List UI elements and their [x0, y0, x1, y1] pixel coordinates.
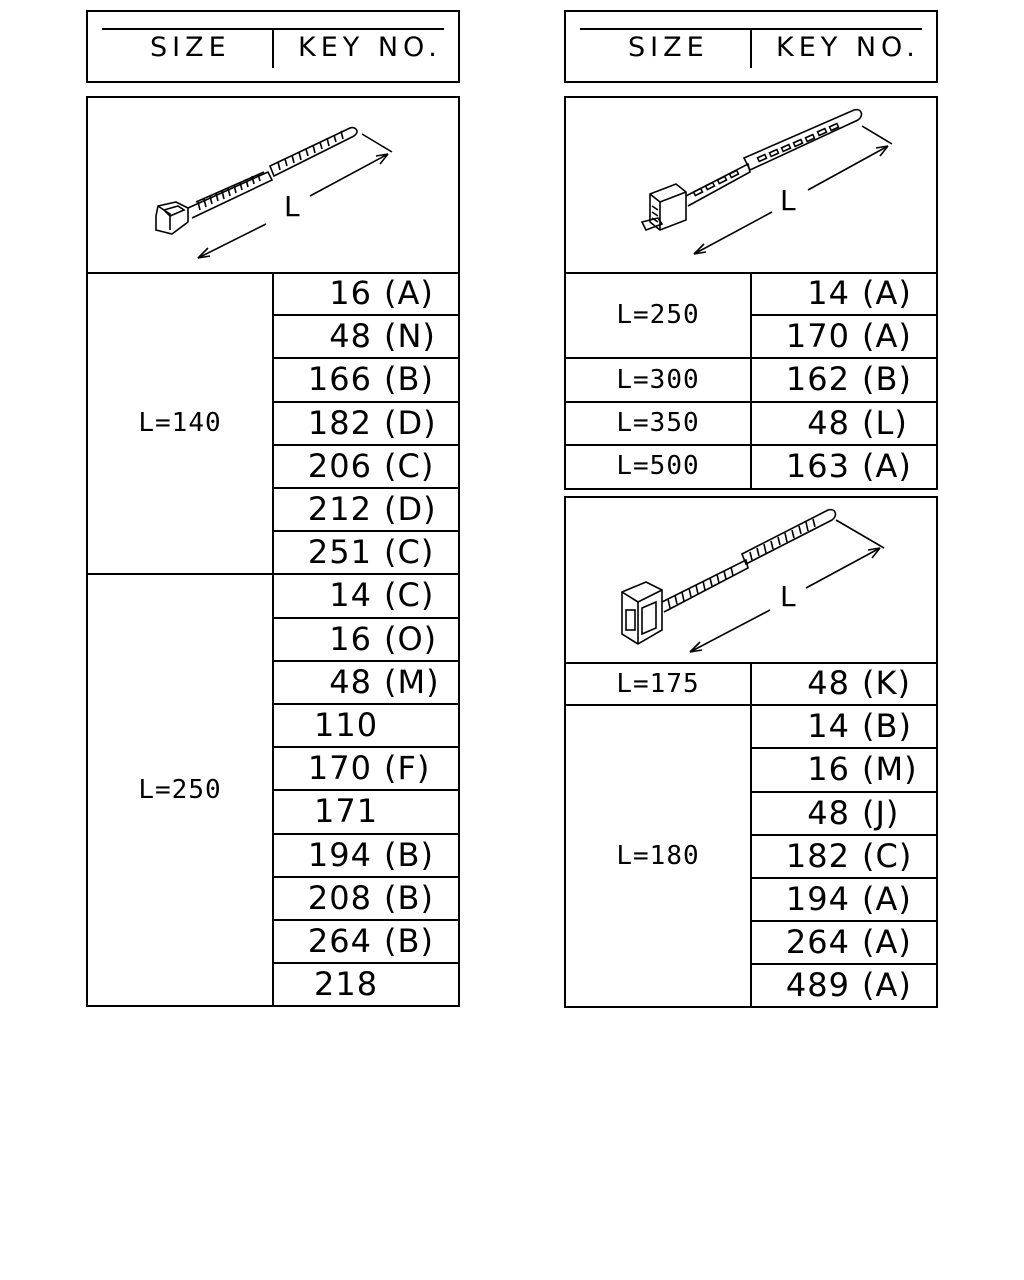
key-no-cell: [274, 445, 458, 488]
key-number: 194: [785, 880, 850, 918]
header-divider: [750, 30, 752, 68]
key-number: 110: [314, 706, 379, 744]
key-no-cell: [274, 747, 458, 790]
key-suffix: (M): [862, 750, 918, 789]
right-cable-tie-illustration-1: [564, 96, 938, 274]
key-no-cell: [274, 618, 458, 661]
key-suffix: (J): [862, 793, 900, 832]
key-suffix: (L): [862, 403, 908, 442]
key-number: 16: [807, 750, 850, 789]
key-number: 14: [807, 707, 850, 746]
key-suffix: (B): [862, 360, 912, 399]
key-suffix: (D): [384, 490, 437, 528]
key-no-cell: [274, 315, 458, 358]
key-suffix: (A): [862, 317, 912, 356]
key-no-cell: [752, 792, 936, 835]
cable-tie-drawing: [566, 498, 936, 662]
key-number: 166: [307, 360, 372, 399]
key-number: 264: [785, 923, 850, 962]
key-no-cell: [274, 877, 458, 920]
left-cable-tie-illustration: [86, 96, 460, 274]
key-number: 251: [307, 533, 372, 572]
key-number: 48: [329, 317, 372, 356]
key-suffix: (A): [862, 446, 912, 485]
key-suffix: (A): [862, 274, 912, 312]
key-number: 14: [329, 576, 372, 615]
key-no-cell: [752, 402, 936, 445]
key-suffix: (A): [384, 274, 434, 312]
key-number: 14: [807, 274, 850, 312]
key-no-cell: [752, 705, 936, 748]
key-suffix: (A): [862, 880, 912, 918]
key-no-cell: [274, 531, 458, 574]
right-header: [564, 10, 938, 83]
key-number: 182: [785, 836, 850, 875]
key-suffix: (K): [862, 664, 911, 702]
key-no-cell: [752, 835, 936, 878]
left-size-key-table: [86, 272, 460, 1007]
right-cable-tie-illustration-2: [564, 496, 938, 664]
size-cell: L=250: [566, 272, 752, 358]
key-no-cell: [752, 662, 936, 705]
key-number: 208: [307, 878, 372, 917]
size-cell: L=180: [566, 705, 752, 1007]
size-cell: L=175: [566, 662, 752, 705]
key-no-cell: [274, 402, 458, 445]
key-number: 212: [307, 490, 372, 528]
key-number: 206: [307, 446, 372, 485]
header-size: SIZE: [628, 32, 709, 63]
key-suffix: (C): [384, 533, 435, 572]
key-number: 48: [807, 793, 850, 832]
header-key-no: KEY NO.: [776, 32, 920, 63]
key-suffix: (O): [384, 619, 438, 658]
key-no-cell: [274, 704, 458, 747]
key-no-cell: [752, 748, 936, 791]
header-key-no: KEY NO.: [298, 32, 442, 63]
size-cell: L=140: [88, 272, 274, 574]
key-no-cell: [752, 921, 936, 964]
key-number: 48: [329, 662, 372, 701]
length-label: L: [780, 184, 796, 217]
length-label: L: [780, 580, 796, 613]
key-no-cell: [274, 574, 458, 617]
key-suffix: (B): [384, 922, 434, 960]
key-number: 218: [314, 965, 379, 1004]
right-bottom-size-key-table: [564, 662, 938, 1008]
key-suffix: (B): [384, 835, 434, 874]
key-suffix: (C): [384, 576, 435, 615]
cable-tie-drawing: [566, 98, 936, 272]
key-number: 171: [314, 792, 379, 831]
key-number: 48: [807, 403, 850, 442]
header-divider: [272, 30, 274, 68]
key-suffix: (A): [862, 923, 912, 962]
key-number: 170: [307, 749, 372, 788]
key-no-cell: [274, 661, 458, 704]
key-number: 264: [307, 922, 372, 960]
key-no-cell: [752, 315, 936, 358]
key-suffix: (C): [862, 836, 913, 875]
key-suffix: (B): [384, 360, 434, 399]
key-suffix: (F): [384, 749, 431, 788]
key-number: 194: [307, 835, 372, 874]
key-no-cell: [274, 963, 458, 1006]
key-number: 163: [785, 446, 850, 485]
size-cell: L=250: [88, 574, 274, 1006]
key-number: 16: [329, 274, 372, 312]
key-number: 16: [329, 619, 372, 658]
key-suffix: (M): [384, 662, 440, 701]
size-cell: L=350: [566, 402, 752, 445]
key-no-cell: [752, 445, 936, 488]
key-suffix: (A): [862, 966, 912, 1005]
key-no-cell: [274, 920, 458, 963]
key-no-cell: [274, 790, 458, 833]
key-no-cell: [274, 488, 458, 531]
key-suffix: (B): [384, 878, 434, 917]
key-suffix: (B): [862, 707, 912, 746]
key-no-cell: [752, 964, 936, 1007]
key-no-cell: [752, 272, 936, 315]
key-number: 162: [785, 360, 850, 399]
size-cell: L=300: [566, 358, 752, 401]
key-no-cell: [274, 834, 458, 877]
cable-tie-drawing: [88, 98, 458, 272]
key-number: 170: [785, 317, 850, 356]
key-no-cell: [274, 272, 458, 315]
key-suffix: (N): [384, 317, 436, 356]
key-no-cell: [752, 358, 936, 401]
key-suffix: (C): [384, 446, 435, 485]
header-size: SIZE: [150, 32, 231, 63]
key-no-cell: [752, 878, 936, 921]
length-label: L: [284, 190, 300, 223]
key-number: 48: [807, 664, 850, 702]
key-no-cell: [274, 358, 458, 401]
key-number: 182: [307, 403, 372, 442]
key-number: 489: [785, 966, 850, 1005]
right-top-size-key-table: [564, 272, 938, 490]
size-cell: L=500: [566, 445, 752, 488]
left-header: [86, 10, 460, 83]
key-suffix: (D): [384, 403, 437, 442]
